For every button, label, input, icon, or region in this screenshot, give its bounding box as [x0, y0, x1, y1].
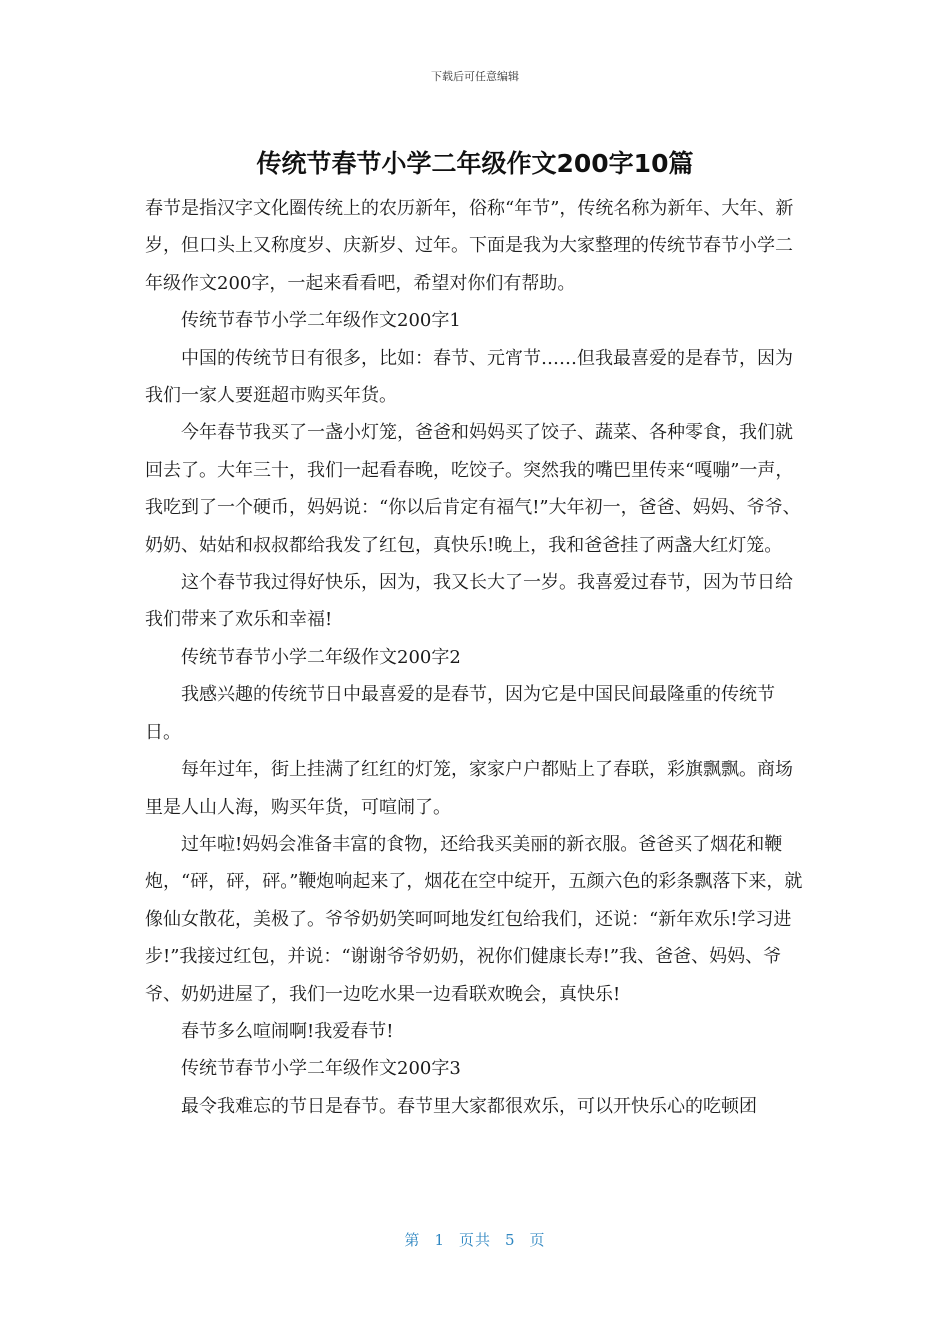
document-title: 传统节春节小学二年级作文200字10篇 — [256, 149, 694, 178]
footer-label-di: 第 — [404, 1231, 421, 1249]
page-header: 下载后可任意编辑 — [431, 70, 519, 83]
paragraph: 每年过年，街上挂满了红红的灯笼，家家户户都贴上了春联，彩旗飘飘。商场里是人山人海，购买年货，可喧闹了。 — [145, 759, 793, 818]
paragraph: 春节多么喧闹啊!我爱春节! — [181, 1020, 394, 1042]
paragraph: 这个春节我过得好快乐，因为，我又长大了一岁。我喜爱过春节，因为节日给我们带来了欢乐和幸福! — [145, 572, 793, 631]
essay-heading-3: 传统节春节小学二年级作文200字3 — [181, 1058, 461, 1080]
total-pages: 5 — [505, 1231, 516, 1249]
paragraph: 今年春节我买了一盏小灯笼，爸爸和妈妈买了饺子、蔬菜、各种零食，我们就回去了。大年三十，我们一起看春晚，吃饺子。突然我的嘴巴里传来“嘎嘣”一声，我吃到了一个硬币，妈妈说：“你以后肯定有福气!”大年初一，爸爸、妈妈、爷爷、奶奶、姑姑和叔叔都给我发了红包，真快乐!晚上，我和爸爸挂了两盏大红灯笼。 — [145, 422, 801, 556]
essay-heading-2: 传统节春节小学二年级作文200字2 — [181, 646, 461, 668]
page-number: 1 — [434, 1231, 445, 1249]
paragraph: 中国的传统节日有很多，比如：春节、元宵节……但我最喜爱的是春节，因为我们一家人要逛超市购买年货。 — [145, 347, 793, 407]
footer-label-ye: 页 — [529, 1231, 546, 1249]
document-body — [145, 190, 807, 1125]
paragraph: 我感兴趣的传统节日中最喜爱的是春节，因为它是中国民间最隆重的传统节日。 — [145, 684, 775, 743]
paragraph: 最令我难忘的节日是春节。春节里大家都很欢乐，可以开快乐心的吃顿团 — [181, 1095, 757, 1117]
essay-heading-1: 传统节春节小学二年级作文200字1 — [181, 310, 461, 332]
page-footer — [0, 1229, 950, 1250]
footer-label-ye-gong: 页共 — [458, 1231, 491, 1249]
intro-paragraph: 春节是指汉字文化圈传统上的农历新年，俗称“年节”，传统名称为新年、大年、新岁，但口头上又称度岁、庆新岁、过年。下面是我为大家整理的传统节春节小学二年级作文200字，一起来看看吧，希望对你们有帮助。 — [145, 198, 794, 294]
paragraph: 过年啦!妈妈会准备丰富的食物，还给我买美丽的新衣服。爸爸买了烟花和鞭炮，“砰，砰，砰。”鞭炮响起来了，烟花在空中绽开，五颜六色的彩条飘落下来，就像仙女散花，美极了。爷爷奶奶笑呵呵地发红包给我们，还说：“新年欢乐!学习进步!”我接过红包，并说：“谢谢爷爷奶奶，祝你们健康长寿!”我、爸爸、妈妈、爷爷、奶奶进屋了，我们一边吃水果一边看联欢晚会，真快乐! — [145, 833, 803, 1005]
